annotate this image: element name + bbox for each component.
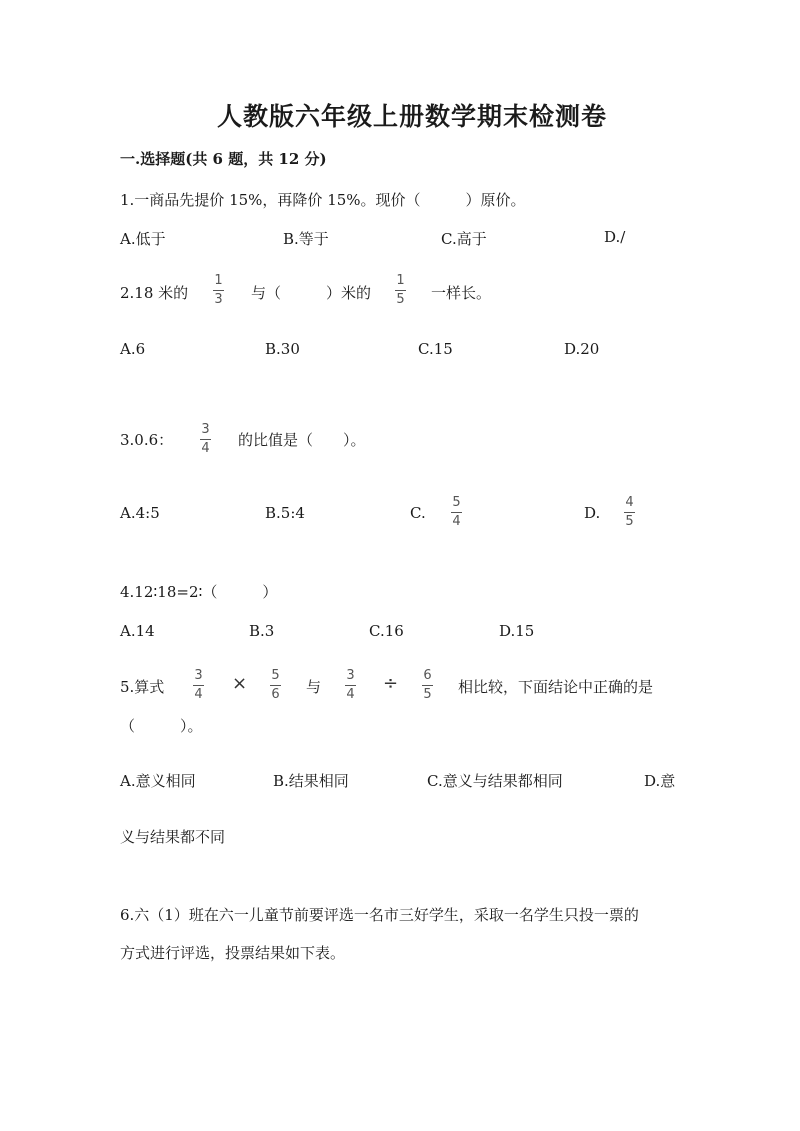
fraction-denominator: 5 (396, 292, 405, 307)
question-4-option-a[interactable]: A.14 (120, 622, 155, 640)
fraction-bar (345, 685, 356, 686)
fraction (451, 496, 462, 529)
fraction (395, 274, 406, 307)
question-3-option-a[interactable]: A.4:5 (120, 504, 160, 522)
question-1-option-b[interactable]: B.等于 (283, 230, 329, 248)
question-3-suffix: 的比值是（ ）。 (238, 431, 366, 449)
question-5-prefix: 5.算式 (120, 678, 165, 696)
fraction (624, 496, 635, 529)
divide-sign: ÷ (383, 673, 399, 694)
fraction-denominator: 4 (346, 687, 355, 702)
fraction-numerator: 5 (452, 495, 461, 510)
question-1-option-a[interactable]: A.低于 (120, 230, 166, 248)
question-4-option-c[interactable]: C.16 (369, 622, 404, 640)
fraction (213, 274, 224, 307)
fraction-numerator: 3 (194, 668, 203, 683)
question-5-with: 与 (306, 678, 322, 696)
fraction-denominator: 4 (201, 441, 210, 456)
fraction-numerator: 5 (271, 668, 280, 683)
fraction-bar (213, 290, 224, 291)
fraction-denominator: 3 (214, 292, 223, 307)
fraction-numerator: 6 (423, 668, 432, 683)
question-2-prefix: 2.18 米的 (120, 284, 189, 302)
question-3-option-b[interactable]: B.5:4 (265, 504, 305, 522)
fraction-denominator: 6 (271, 687, 280, 702)
fraction-numerator: 3 (346, 668, 355, 683)
question-5-suffix: 相比较，下面结论中正确的是 (458, 678, 654, 696)
fraction-denominator: 4 (194, 687, 203, 702)
page-title: 人教版六年级上册数学期末检测卷 (217, 102, 608, 131)
fraction-denominator: 4 (452, 514, 461, 529)
multiply-sign: × (232, 673, 248, 694)
question-1-option-c[interactable]: C.高于 (441, 230, 487, 248)
question-4-text: 4.12∶18=2∶（ ） (120, 583, 278, 601)
fraction (345, 669, 356, 702)
question-3-prefix: 3.0.6： (120, 431, 174, 449)
question-5-blank: （ ）。 (120, 717, 203, 735)
fraction (200, 423, 211, 456)
question-5-option-c[interactable]: C.意义与结果都相同 (427, 772, 563, 790)
fraction (270, 669, 281, 702)
fraction-bar (422, 685, 433, 686)
fraction-numerator: 4 (625, 495, 634, 510)
fraction-bar (270, 685, 281, 686)
fraction-bar (193, 685, 204, 686)
question-4-option-d[interactable]: D.15 (499, 622, 535, 640)
question-2-option-a[interactable]: A.6 (120, 340, 146, 358)
fraction-bar (451, 512, 462, 513)
question-3-option-d[interactable]: D. (584, 504, 601, 522)
question-1-text: 1.一商品先提价 15%，再降价 15%。现价（ ）原价。 (120, 191, 526, 209)
question-5-option-b[interactable]: B.结果相同 (273, 772, 349, 790)
question-5-option-d[interactable]: D.意 (644, 772, 676, 790)
question-2-suffix: 一样长。 (431, 284, 492, 302)
question-1-option-d[interactable]: D./ (604, 228, 626, 246)
fraction (422, 669, 433, 702)
question-2-middle: 与（ ）米的 (251, 284, 372, 302)
question-6-line-1: 6.六（1）班在六一儿童节前要评选一名市三好学生，采取一名学生只投一票的 (120, 906, 639, 924)
fraction (193, 669, 204, 702)
fraction-bar (624, 512, 635, 513)
fraction-bar (395, 290, 406, 291)
fraction-numerator: 3 (201, 422, 210, 437)
question-5-option-a[interactable]: A.意义相同 (120, 772, 196, 790)
question-4-option-b[interactable]: B.3 (249, 622, 275, 640)
fraction-denominator: 5 (625, 514, 634, 529)
fraction-bar (200, 439, 211, 440)
section-heading: 一.选择题(共 6 题，共 12 分) (120, 150, 327, 168)
question-2-option-c[interactable]: C.15 (418, 340, 453, 358)
fraction-numerator: 1 (396, 273, 405, 288)
question-3-option-c[interactable]: C. (410, 504, 426, 522)
fraction-numerator: 1 (214, 273, 223, 288)
question-2-option-b[interactable]: B.30 (265, 340, 300, 358)
fraction-denominator: 5 (423, 687, 432, 702)
question-5-option-d-wrap: 义与结果都不同 (120, 828, 226, 846)
question-6-line-2: 方式进行评选，投票结果如下表。 (120, 944, 346, 962)
question-2-option-d[interactable]: D.20 (564, 340, 600, 358)
